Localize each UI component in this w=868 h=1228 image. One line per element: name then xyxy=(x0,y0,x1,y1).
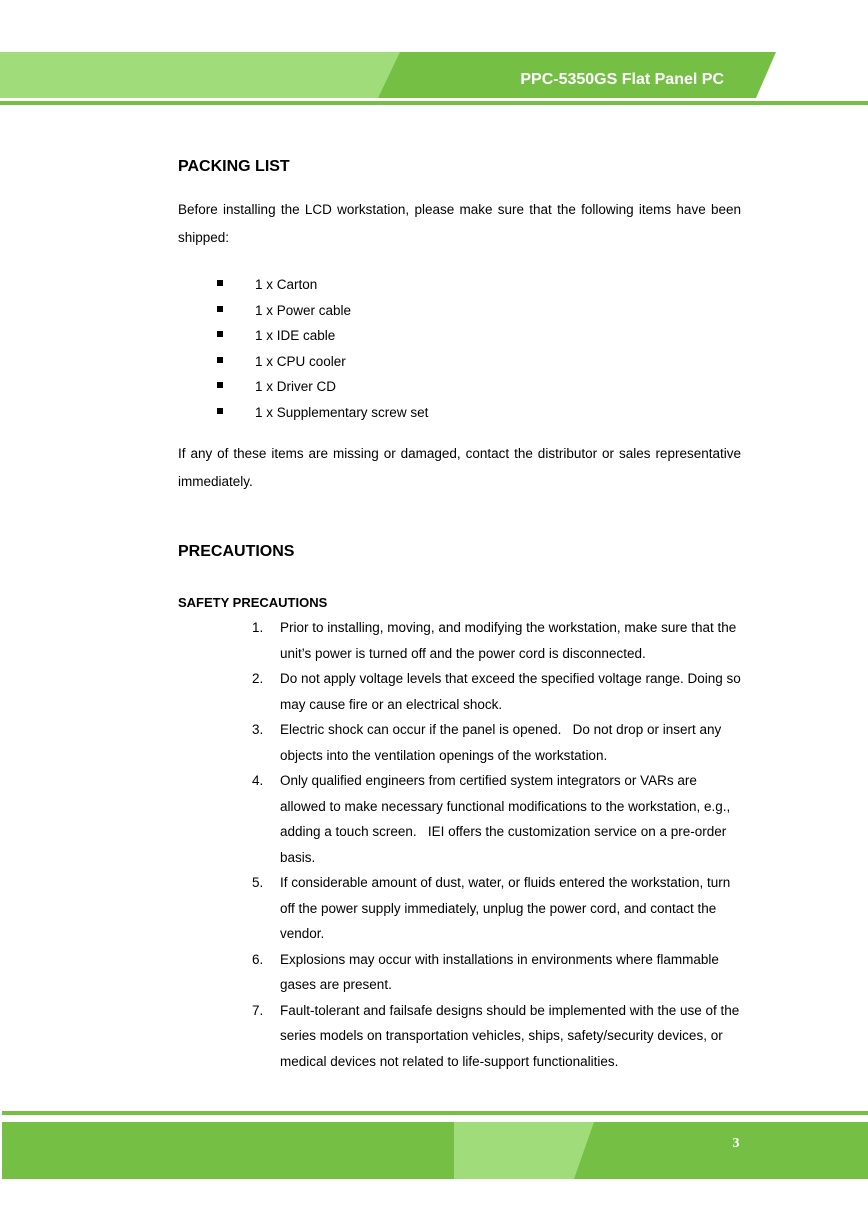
list-item xyxy=(252,615,742,666)
list-item-number: 3. xyxy=(252,722,264,737)
list-item xyxy=(252,870,742,947)
list-item-text: 1 x Supplementary screw set xyxy=(255,404,429,420)
list-item-text: 1 x Driver CD xyxy=(255,379,337,394)
list-item-number: 1. xyxy=(252,620,264,635)
bullet-square-icon xyxy=(217,382,223,388)
bullet-square-icon xyxy=(217,280,223,286)
header-band-light xyxy=(0,52,400,98)
list-item-text: Only qualified engineers from certified system integrators or VARs are allowed to make necessary functional modifications to the workstation, e.g., adding a touch screen. IEI offers the customization service on a pre-order basis. xyxy=(280,773,731,865)
list-item-text: If considerable amount of dust, water, or fluids entered the workstation, turn off the power supply immediately, unplug the power cord, and contact the vendor. xyxy=(280,875,731,941)
safety-precautions-list xyxy=(252,615,742,1074)
list-item-text: Prior to installing, moving, and modifying the workstation, make sure that the unit’s power is turned off and the power cord is disconnected. xyxy=(280,620,737,661)
list-item xyxy=(215,349,428,375)
packing-list-heading: PACKING LIST xyxy=(178,158,290,175)
bullet-square-icon xyxy=(217,331,223,337)
list-item xyxy=(252,768,742,870)
list-item xyxy=(215,400,428,426)
list-item-number: 2. xyxy=(252,671,264,686)
list-item-text: Electric shock can occur if the panel is opened. Do not drop or insert any objects into the ventilation openings of the workstation. xyxy=(280,722,722,763)
list-item-text: 1 x Power cable xyxy=(255,302,352,318)
packing-list-note: If any of these items are missing or damaged, contact the distributor or sales representative immediately. xyxy=(178,446,741,489)
list-item-text: 1 x IDE cable xyxy=(255,328,336,343)
list-item xyxy=(215,298,428,324)
bullet-square-icon xyxy=(217,306,223,312)
footer-rule xyxy=(2,1111,868,1115)
packing-list-items xyxy=(215,272,428,425)
list-item xyxy=(252,947,742,998)
list-item xyxy=(252,998,742,1075)
packing-list-intro: Before installing the LCD workstation, please make sure that the following items have been shipped: xyxy=(178,202,741,245)
precautions-heading: PRECAUTIONS xyxy=(178,543,295,560)
packing-list-intro-block xyxy=(178,196,741,252)
bullet-square-icon xyxy=(217,357,223,363)
list-item-text: 1 x Carton xyxy=(255,277,318,292)
list-item-number: 7. xyxy=(252,1002,264,1018)
bullet-square-icon xyxy=(217,408,223,414)
packing-list-note-block xyxy=(178,440,741,496)
list-item xyxy=(252,666,742,717)
list-item-text: 1 x CPU cooler xyxy=(255,353,346,369)
list-item-text: Fault-tolerant and failsafe designs should be implemented with the use of the series models on transportation vehicles, ships, safety/security devices, or medical devices not related to life-support functionalities. xyxy=(280,1002,740,1069)
list-item-text: Explosions may occur with installations in environments where flammable gases are present. xyxy=(280,951,719,992)
header-rule xyxy=(0,101,868,105)
list-item-text: Do not apply voltage levels that exceed the specified voltage range. Doing so may cause fire or an electrical shock. xyxy=(280,671,741,712)
list-item-number: 5. xyxy=(252,875,264,890)
footer-band-light xyxy=(454,1122,594,1179)
list-item xyxy=(215,374,428,400)
list-item-number: 4. xyxy=(252,773,264,788)
safety-precautions-subheading: SAFETY PRECAUTIONS xyxy=(178,595,328,610)
page-number: 3 xyxy=(732,1136,740,1151)
list-item-number: 6. xyxy=(252,951,264,967)
list-item xyxy=(252,717,742,768)
list-item xyxy=(215,323,428,349)
list-item xyxy=(215,272,428,298)
header-title: PPC-5350GS Flat Panel PC xyxy=(520,71,724,88)
